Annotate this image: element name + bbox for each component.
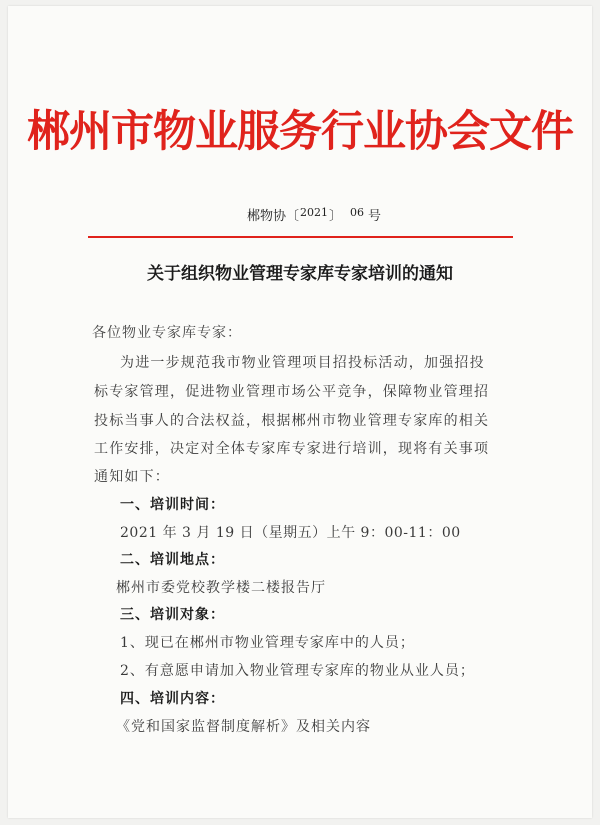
section-heading-time: 一、培训时间： bbox=[120, 497, 225, 513]
doc-prefix: 郴物协 bbox=[247, 209, 287, 224]
agency-title: 郴州市物业服务行业协会文件 bbox=[27, 107, 573, 157]
notice-title: 关于组织物业管理专家库专家培训的通知 bbox=[147, 264, 453, 284]
section-heading-content: 四、培训内容： bbox=[120, 691, 225, 707]
doc-serial: 06 bbox=[350, 206, 365, 219]
section-heading-location: 二、培训地点： bbox=[120, 552, 225, 568]
training-content: 《党和国家监督制度解析》及相关内容 bbox=[116, 719, 371, 735]
red-divider-line bbox=[88, 236, 513, 238]
training-location: 郴州市委党校教学楼二楼报告厅 bbox=[116, 580, 326, 596]
intro-line: 为进一步规范我市物业管理项目招投标活动，加强招投 bbox=[120, 355, 485, 371]
intro-line: 工作安排，决定对全体专家库专家进行培训，现将有关事项 bbox=[94, 441, 490, 457]
intro-line: 投标当事人的合法权益，根据郴州市物业管理专家库的相关 bbox=[94, 413, 490, 429]
salutation: 各位物业专家库专家： bbox=[92, 325, 242, 341]
intro-line: 标专家管理，促进物业管理市场公平竞争，保障物业管理招 bbox=[94, 384, 490, 400]
doc-suffix: 号 bbox=[368, 209, 382, 224]
audience-item: 1、现已在郴州市物业管理专家库中的人员； bbox=[120, 635, 415, 651]
audience-item: 2、有意愿申请加入物业管理专家库的物业从业人员； bbox=[120, 663, 475, 679]
doc-year: 2021 bbox=[300, 206, 329, 219]
training-time: 2021 年 3 月 19 日（星期五）上午 9：00-11：00 bbox=[120, 525, 461, 541]
document-number: 郴物协〔$^{2021}$〕 $^{06}$ 号 bbox=[247, 206, 382, 224]
intro-line: 通知如下： bbox=[94, 469, 170, 485]
section-heading-audience: 三、培训对象： bbox=[120, 607, 225, 623]
